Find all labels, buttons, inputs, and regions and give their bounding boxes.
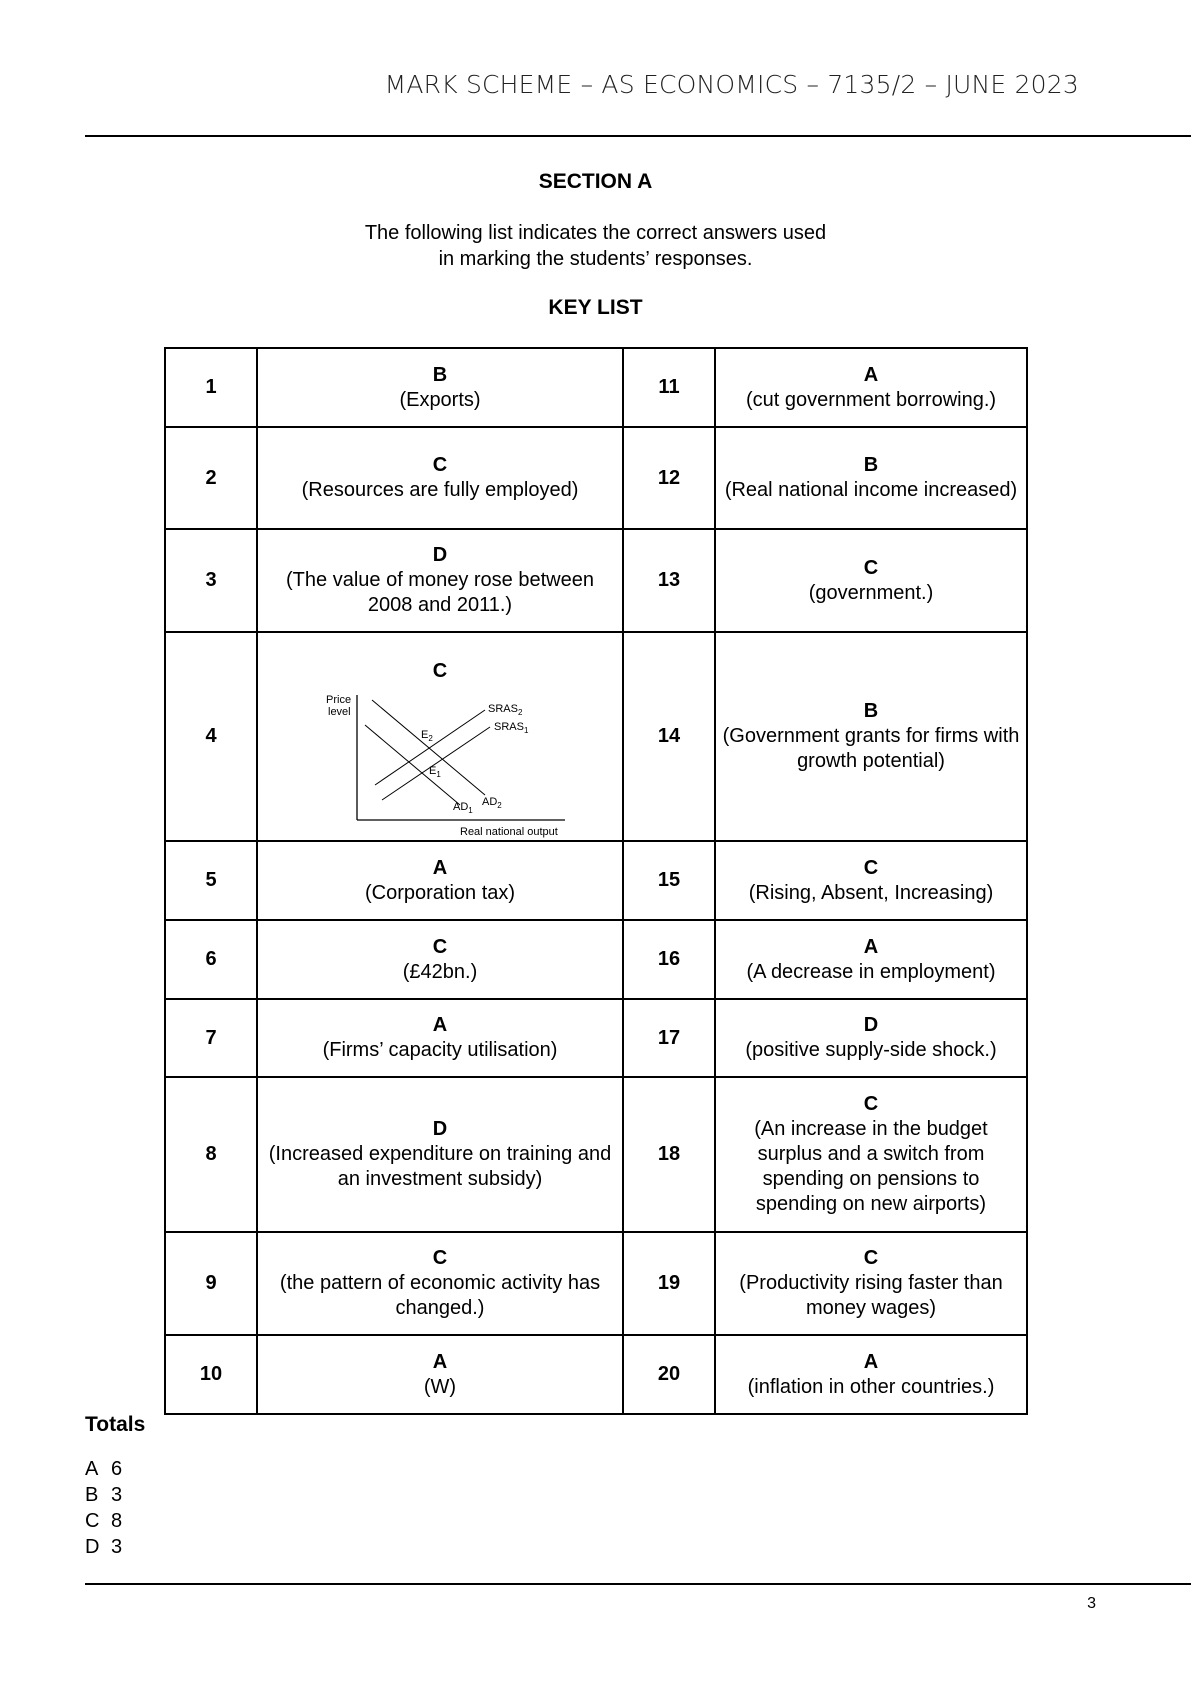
totals-count: 3 (111, 1484, 123, 1506)
answer-description: (W) (423, 1375, 457, 1398)
answer-letter: A (432, 1014, 448, 1036)
answer-letter: C (863, 856, 879, 879)
answer-cell (715, 1335, 1027, 1414)
totals-letter: C (85, 1510, 100, 1532)
question-number: 16 (623, 920, 715, 999)
e1-label: $E_1$ (429, 765, 441, 779)
answer-cell (715, 999, 1027, 1077)
answer-description: (Firms’ capacity utilisation) (322, 1039, 558, 1061)
table-row (165, 632, 1027, 841)
totals-row (85, 1456, 122, 1482)
question-number: 20 (623, 1335, 715, 1414)
question-number: 6 (165, 920, 257, 999)
question-number: 10 (165, 1335, 257, 1414)
section-title: SECTION A (538, 170, 653, 193)
answer-description: (positive supply-side shock.) (745, 1039, 997, 1061)
answer-letter: A (432, 1350, 448, 1373)
answer-cell (715, 427, 1027, 529)
table-row (165, 1335, 1027, 1414)
answer-letter: D (863, 1014, 879, 1036)
answer-letter: C (432, 660, 448, 682)
totals-row (85, 1534, 122, 1560)
question-number: 14 (623, 632, 715, 841)
table-row (165, 529, 1027, 632)
answer-letter: C (432, 454, 448, 476)
page-header: MARK SCHEME – AS ECONOMICS – 7135/2 – JUNE 2023 (384, 70, 1079, 99)
answer-description: (the pattern of economic activity has changed.) (279, 1272, 601, 1319)
table-row (165, 1077, 1027, 1232)
answer-cell (715, 1077, 1027, 1232)
answer-description: (cut government borrowing.) (745, 388, 997, 411)
sras1-curve (382, 727, 490, 800)
intro-line-1: The following list indicates the correct answers used (364, 222, 827, 244)
answer-letter: D (432, 1118, 448, 1140)
answer-description: (inflation in other countries.) (747, 1375, 995, 1398)
answer-cell (257, 427, 623, 529)
sras1-label: $SRAS_1$ (494, 721, 529, 735)
answer-description: (Real national income increased) (724, 479, 1018, 501)
footer-rule (85, 1583, 1191, 1585)
answer-cell (257, 1077, 623, 1232)
totals-row (85, 1508, 122, 1534)
answer-cell (257, 1232, 623, 1335)
answer-cell (257, 999, 623, 1077)
question-number: 4 (165, 632, 257, 841)
page-number: 3 (1087, 1595, 1096, 1612)
ad-as-diagram (310, 690, 570, 840)
answer-letter: A (863, 935, 879, 958)
answer-letter: C (863, 1093, 879, 1115)
question-number: 12 (623, 427, 715, 529)
answer-letter: C (432, 1247, 448, 1269)
intro-text (0, 220, 1191, 272)
answer-cell (715, 529, 1027, 632)
answer-description: (A decrease in employment) (746, 960, 996, 983)
table-row (165, 1232, 1027, 1335)
answer-description: (Productivity rising faster than money wages) (739, 1272, 1003, 1319)
answer-letter: B (863, 700, 879, 722)
answer-cell (257, 1335, 623, 1414)
answer-cell (715, 1232, 1027, 1335)
answer-cell (257, 348, 623, 427)
answer-cell (257, 920, 623, 999)
y-axis-label: Price (326, 694, 352, 706)
table-row (165, 348, 1027, 427)
question-number: 15 (623, 841, 715, 920)
totals-list (85, 1456, 122, 1560)
answer-letter: A (863, 1350, 879, 1373)
totals-letter: D (85, 1536, 100, 1558)
answer-letter: C (863, 556, 879, 579)
question-number: 5 (165, 841, 257, 920)
totals-count: 6 (111, 1458, 123, 1480)
answer-letter: B (432, 363, 448, 386)
ad2-curve (372, 700, 485, 795)
answer-cell (715, 632, 1027, 841)
question-number: 13 (623, 529, 715, 632)
answer-description: (Resources are fully employed) (301, 479, 579, 501)
sras2-label: $SRAS_2$ (488, 703, 523, 717)
y-axis-label: level (328, 706, 351, 718)
answer-description: (The value of money rose between 2008 and 2011.) (286, 569, 594, 616)
totals-letter: B (85, 1484, 99, 1506)
question-number: 1 (165, 348, 257, 427)
question-number: 8 (165, 1077, 257, 1232)
answer-cell (715, 920, 1027, 999)
answer-description: (An increase in the budget surplus and a switch from spending on pensions to spending on new airports) (754, 1118, 988, 1215)
totals-letter: A (85, 1458, 99, 1480)
answer-description: (Rising, Absent, Increasing) (748, 881, 994, 904)
answer-letter: A (432, 856, 448, 879)
answer-cell (257, 529, 623, 632)
answer-description: (Exports) (399, 388, 481, 411)
key-list-table (164, 347, 1028, 1415)
answer-letter: A (863, 363, 879, 386)
x-axis-label: Real national output (460, 826, 558, 838)
question-number: 19 (623, 1232, 715, 1335)
question-number: 17 (623, 999, 715, 1077)
question-number: 7 (165, 999, 257, 1077)
ad1-label: $AD_1$ (453, 801, 473, 815)
answer-description: (Corporation tax) (364, 881, 516, 904)
question-number: 11 (623, 348, 715, 427)
totals-title: Totals (85, 1413, 146, 1436)
table-row (165, 920, 1027, 999)
table-row (165, 999, 1027, 1077)
totals-row (85, 1482, 122, 1508)
answer-letter: C (432, 935, 448, 958)
totals-count: 8 (111, 1510, 123, 1532)
answer-cell (257, 632, 623, 841)
answer-description: (£42bn.) (402, 960, 478, 983)
question-number: 3 (165, 529, 257, 632)
answer-cell (257, 841, 623, 920)
question-number: 9 (165, 1232, 257, 1335)
header-rule (85, 135, 1191, 137)
table-row (165, 427, 1027, 529)
answer-cell (715, 841, 1027, 920)
answer-letter: D (432, 544, 448, 566)
question-number: 2 (165, 427, 257, 529)
answer-letter: B (863, 454, 879, 476)
ad2-label: $AD_2$ (482, 796, 502, 810)
answer-cell (715, 348, 1027, 427)
answer-description: (government.) (808, 581, 934, 604)
e2-label: $E_2$ (421, 729, 433, 743)
answer-letter: C (863, 1247, 879, 1269)
intro-line-2: in marking the students’ responses. (438, 248, 753, 270)
answer-description: (Increased expenditure on training and an investment subsidy) (268, 1143, 612, 1190)
key-list-title: KEY LIST (548, 296, 643, 319)
answer-description: (Government grants for firms with growth potential) (722, 725, 1020, 772)
table-row (165, 841, 1027, 920)
totals-count: 3 (111, 1536, 123, 1558)
question-number: 18 (623, 1077, 715, 1232)
